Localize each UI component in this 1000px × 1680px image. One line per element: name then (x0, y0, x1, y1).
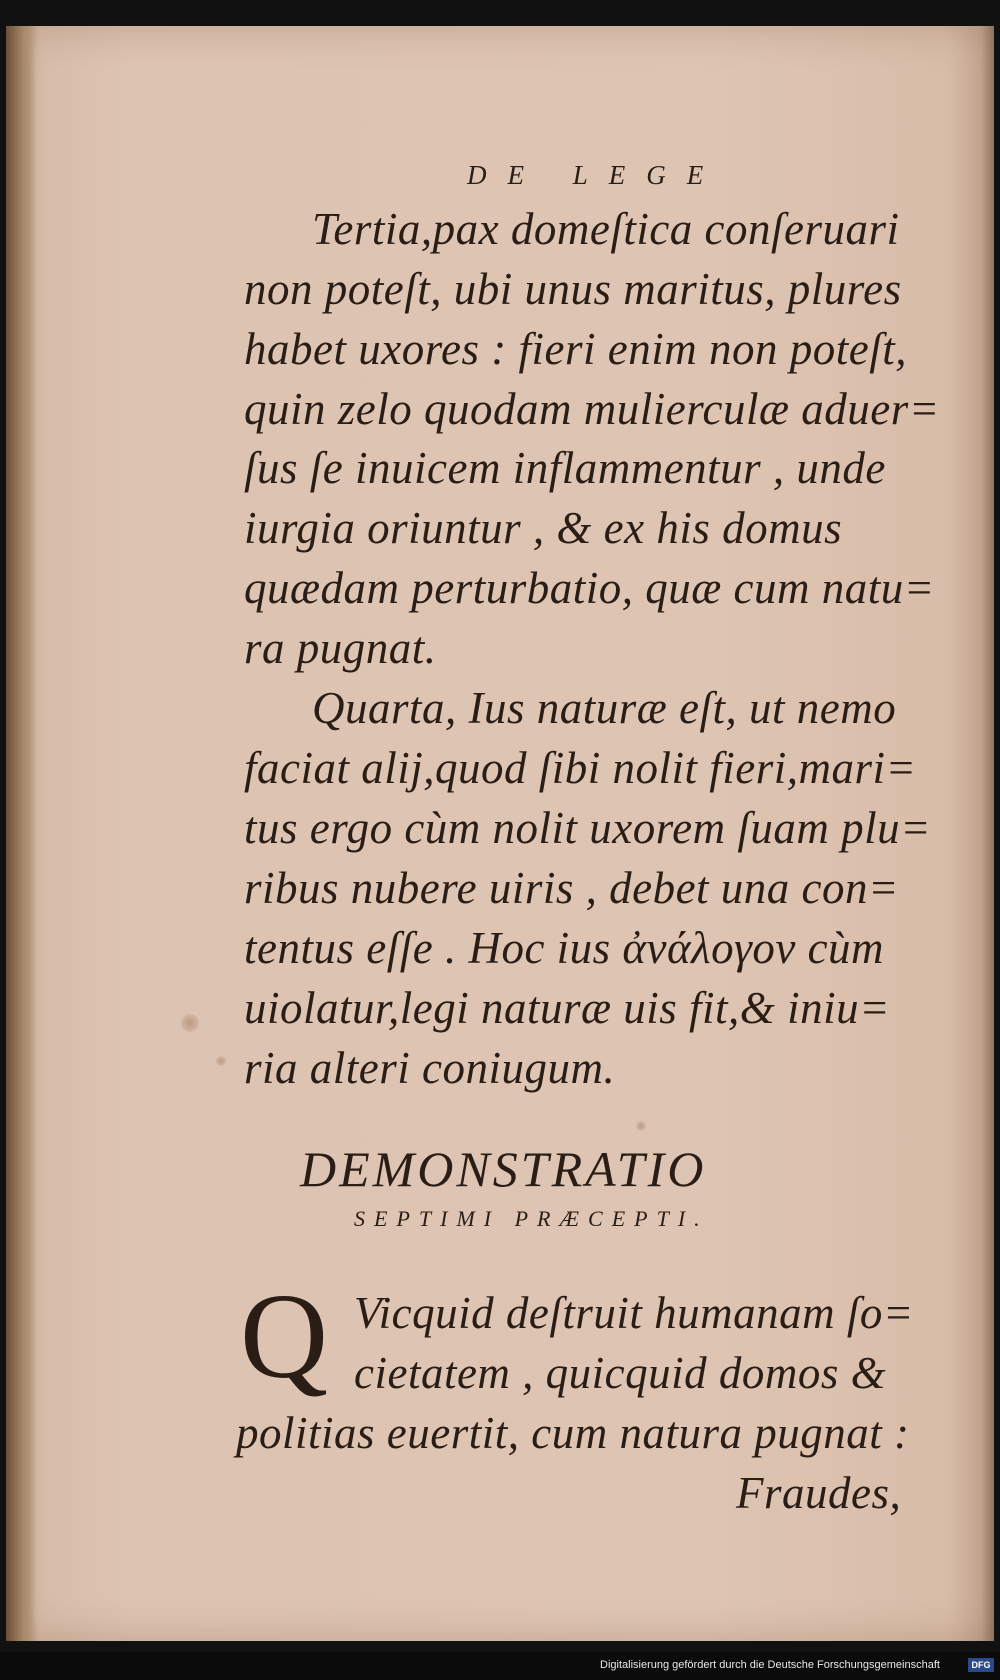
section-title: DEMONSTRATIO (300, 1141, 707, 1197)
drop-cap: Q (240, 1269, 329, 1404)
catchword: Fraudes, (736, 1468, 902, 1518)
text-line: cietatem , quicquid domos & (354, 1348, 887, 1398)
digitization-credit: Digitalisierung gefördert durch die Deutsche Forschungsgemeinschaft (600, 1659, 940, 1671)
text-line: faciat alij,quod ſibi nolit fieri,mari= (244, 743, 917, 793)
dfg-logo: DFG (968, 1658, 994, 1672)
text-line: uiolatur,legi naturæ uis fit,& iniu= (244, 983, 890, 1033)
text-line: quædam perturbatio, quæ cum natu= (244, 563, 935, 613)
text-line: ſus ſe inuicem inflammentur , unde (244, 443, 886, 493)
text-line: tus ergo cùm nolit uxorem ſuam plu= (244, 803, 931, 853)
text-line: tentus eſſe . Hoc ius ἀνάλογον cùm (244, 923, 885, 973)
text-line: ribus nubere uiris , debet una con= (244, 863, 899, 913)
text-line: habet uxores : fieri enim non poteſt, (244, 324, 907, 374)
text-line: Quarta, Ius naturæ eſt, ut nemo (312, 683, 897, 733)
text-line: iurgia oriuntur , & ex his domus (244, 503, 843, 553)
running-header: DE LEGE (467, 160, 725, 190)
text-line: politias euertit, cum natura pugnat : (236, 1408, 910, 1458)
text-line: Vicquid deſtruit humanam ſo= (354, 1288, 914, 1338)
section-subtitle: SEPTIMI PRÆCEPTI. (354, 1206, 709, 1231)
text-line: quin zelo quodam mulierculæ aduer= (244, 384, 940, 434)
text-line: ra pugnat. (244, 623, 437, 673)
text-line: ria alteri coniugum. (244, 1043, 616, 1093)
text-line: Tertia,pax domeſtica conſeruari (312, 204, 900, 254)
text-line: non poteſt, ubi unus maritus, plures (244, 264, 902, 314)
